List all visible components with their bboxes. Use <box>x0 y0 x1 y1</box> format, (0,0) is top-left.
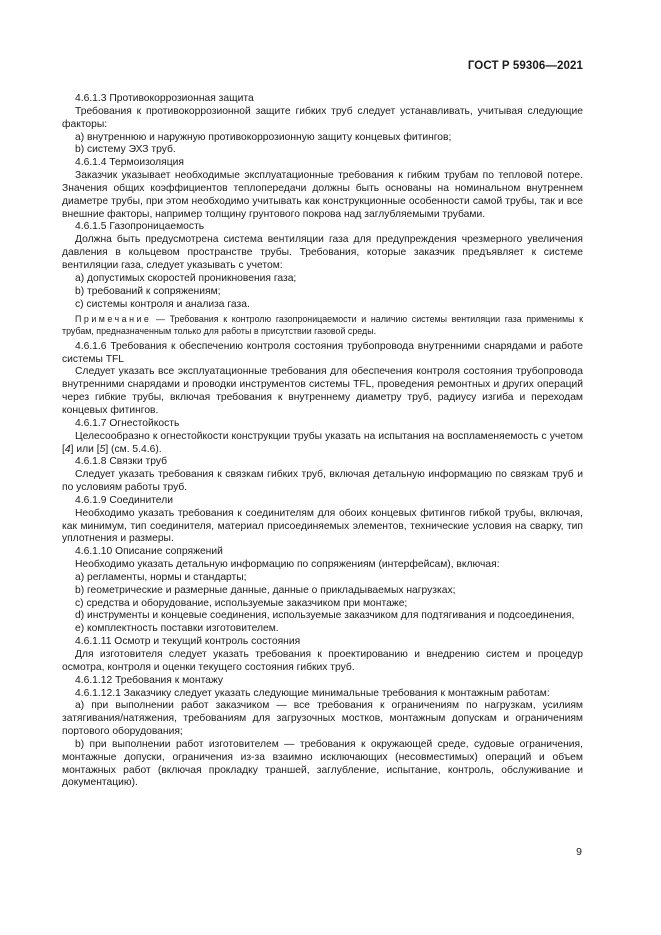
list-item: c) средства и оборудование, используемые заказчиком при монтаже; <box>75 597 408 609</box>
paragraph: Заказчик указывает необходимые эксплуатационные требования к гибким трубам по тепловой потере. Значения общих коэффициентов теплопередачи должны быть основаны на номинальном внутреннем диаметре трубы, при этом необходимо учитывать как конструкционные особенности самой трубы, так и все внешние факторы, например толщину грунтового покрова над заглубляемыми трубами. <box>62 170 583 220</box>
list-item: b) при выполнении работ изготовителем — требования к окружающей среде, судовые ограничения, монтажные допуски, ограничения из-за взаимно исключающих (несовместимых) операций и объем монтажных работ (включая прокладку траншей, заглубление, испытание, контроль, обслуживание и документацию). <box>62 738 583 789</box>
list-item: b) систему ЭХЗ труб. <box>75 144 176 156</box>
section-heading: 4.6.1.4 Термоизоляция <box>75 157 184 169</box>
document-body <box>62 93 583 790</box>
list-item: d) инструменты и концевые соединения, используемые заказчиком для подтягивания и подсоединения, <box>75 610 575 622</box>
section-heading: 4.6.1.9 Соединители <box>75 494 173 506</box>
page-number: 9 <box>576 846 582 858</box>
paragraph: Требования к противокоррозионной защите гибких труб следует устанавливать, учитывая следующие факторы: <box>62 105 583 130</box>
section-heading: 4.6.1.7 Огнестойкость <box>75 417 180 429</box>
document-id-header: ГОСТ Р 59306—2021 <box>467 60 583 72</box>
list-item: a) допустимых скоростей проникновения газа; <box>75 272 297 284</box>
paragraph: Необходимо указать детальную информацию по сопряжениям (интерфейсам), включая: <box>75 559 500 571</box>
section-heading: 4.6.1.11 Осмотр и текущий контроль состояния <box>75 636 301 648</box>
list-item: b) требований к сопряжениям; <box>75 285 221 297</box>
paragraph: Следует указать все эксплуатационные требования для обеспечения контроля состояния трубопровода внутренними снарядами и проводки инструментов системы TFL, проведения ремонтных и других операций через гибкие трубы, включая требования к внутреннему диаметру труб, радиусу изгиба и переходам концевых фитингов. <box>62 366 583 416</box>
section-heading: 4.6.1.10 Описание сопряжений <box>75 546 223 558</box>
text-run: ] или [ <box>70 443 100 455</box>
list-item: a) внутреннюю и наружную противокоррозионную защиту концевых фитингов; <box>75 131 452 143</box>
note-text: — Требования к контролю газопроницаемости и наличию системы вентиляции газа применимы к трубам, предназначенным только для работы в присутствии газовой среды. <box>62 314 583 336</box>
section-heading: 4.6.1.12 Требования к монтажу <box>75 674 224 686</box>
section-heading: 4.6.1.8 Связки труб <box>75 456 168 468</box>
list-item: e) комплектность поставки изготовителем. <box>75 623 279 635</box>
paragraph: 4.6.1.12.1 Заказчику следует указать следующие минимальные требования к монтажным работам: <box>75 687 550 699</box>
list-item: a) регламенты, нормы и стандарты; <box>75 571 247 583</box>
list-item: b) геометрические и размерные данные, данные о прикладываемых нагрузках; <box>75 584 456 596</box>
paragraph <box>62 431 583 457</box>
paragraph: Необходимо указать требования к соединителям для обоих концевых фитингов гибкой трубы, включая, как минимум, тип соединителя, материал присоединяемых элементов, технические условия на сварку, тип уплотнения и размеры. <box>62 507 583 545</box>
note-label: Примечание <box>75 314 152 325</box>
paragraph: Следует указать требования к связкам гибких труб, включая детальную информацию по связкам труб и по условиям работы труб. <box>62 469 583 494</box>
paragraph: Должна быть предусмотрена система вентиляции газа для предупреждения чрезмерного увеличения давления в кольцевом пространстве трубы. Требования, которые заказчик предъявляет к системе вентиляции газа, следует указывать с учетом: <box>62 234 583 271</box>
reference-link: 4 <box>64 443 71 455</box>
text-run: ] (см. 5.4.6). <box>105 443 162 455</box>
list-item: a) при выполнении работ заказчиком — все требования к ограничениям по нагрузкам, усилиям затягивания/натяжения, требованиям для загрузочных мостков, монтажным допускам и ограничениям портового оборудования; <box>62 700 583 738</box>
paragraph: Для изготовителя следует указать требования к проектированию и внедрению систем и процедур осмотра, контроля и оценки текущего состояния гибких труб. <box>62 649 583 673</box>
section-heading: 4.6.1.5 Газопроницаемость <box>75 221 205 233</box>
section-heading: 4.6.1.3 Противокоррозионная защита <box>75 93 254 104</box>
text-run: Целесообразно к огнестойкости конструкции трубы указать на испытания на воспламеняемость с учетом [ <box>62 430 583 455</box>
section-heading: 4.6.1.6 Требования к обеспечению контроля состояния трубопровода внутренними снарядами и работе системы TFL <box>62 340 583 365</box>
reference-link: 5 <box>99 443 106 455</box>
note <box>62 314 583 336</box>
list-item: c) системы контроля и анализа газа. <box>75 298 250 310</box>
